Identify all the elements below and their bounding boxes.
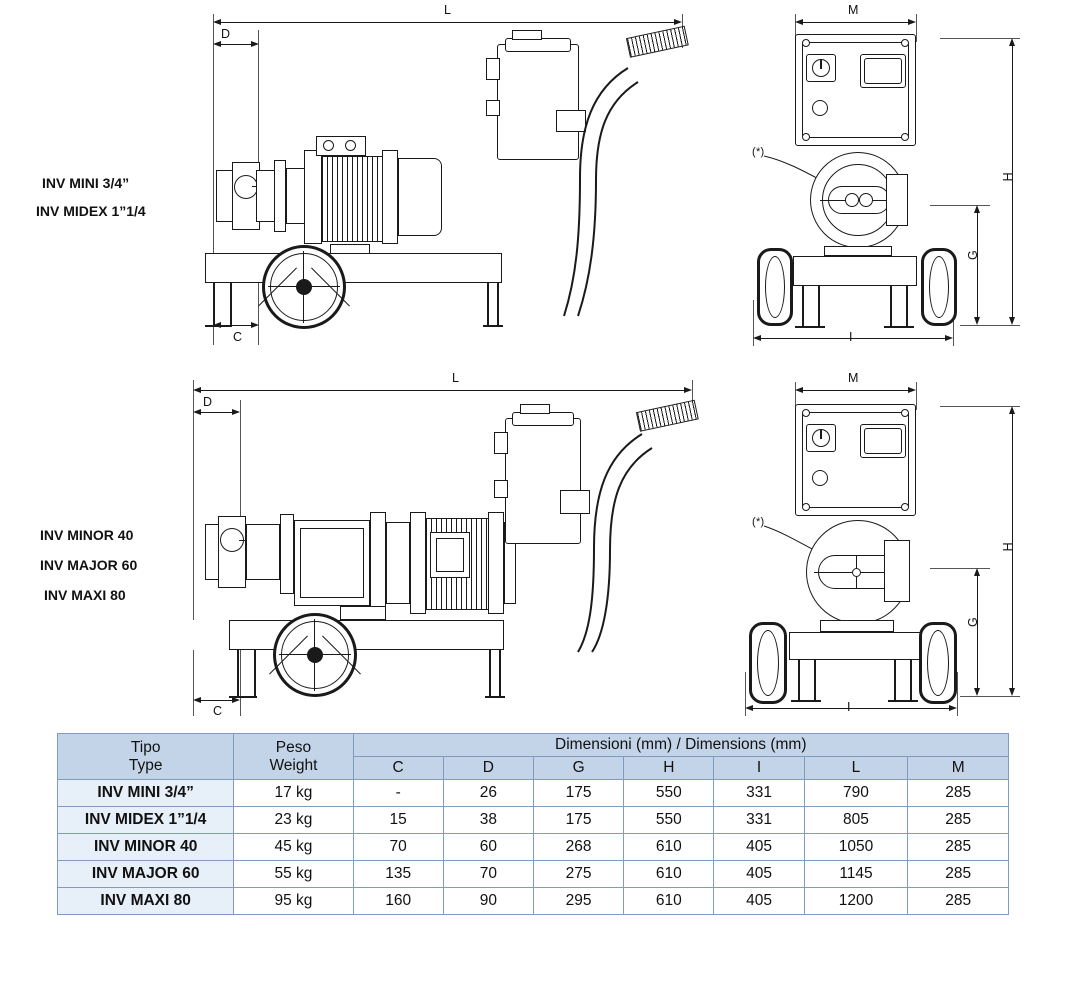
- row-c: 160: [353, 888, 443, 915]
- bottom-front-note-asterisk: (*): [752, 516, 765, 528]
- bottom-model-label-1: INV MINOR 40: [40, 527, 134, 543]
- row-type: INV MINI 3/4”: [58, 780, 234, 807]
- header-col-C: C: [353, 757, 443, 780]
- row-l: 805: [804, 807, 908, 834]
- header-col-H: H: [624, 757, 714, 780]
- header-col-G: G: [533, 757, 623, 780]
- bottom-front-dim-label-I: I: [847, 700, 851, 714]
- top-model-label-2: INV MIDEX 1”1/4: [36, 203, 146, 219]
- table-row: [58, 807, 1009, 834]
- bottom-dim-label-D: D: [203, 395, 213, 409]
- row-h: 610: [624, 888, 714, 915]
- header-col-M: M: [908, 757, 1009, 780]
- row-g: 268: [533, 834, 623, 861]
- row-weight: 17 kg: [234, 780, 353, 807]
- handle-tube-bottom: [490, 408, 720, 658]
- row-g: 175: [533, 780, 623, 807]
- header-type: [58, 734, 234, 780]
- row-m: 285: [908, 834, 1009, 861]
- header-weight: [234, 734, 353, 780]
- top-front-note-asterisk: (*): [752, 146, 765, 158]
- row-c: 70: [353, 834, 443, 861]
- row-type: INV MAJOR 60: [58, 861, 234, 888]
- handle-tube-top: [480, 38, 700, 318]
- header-col-D: D: [443, 757, 533, 780]
- row-g: 275: [533, 861, 623, 888]
- row-h: 550: [624, 807, 714, 834]
- wheel-front-right-bottom: [919, 622, 957, 704]
- bottom-model-label-2: INV MAJOR 60: [40, 557, 138, 573]
- row-i: 405: [714, 834, 804, 861]
- top-dim-label-D: D: [221, 27, 231, 41]
- row-m: 285: [908, 807, 1009, 834]
- row-weight: 23 kg: [234, 807, 353, 834]
- row-d: 60: [443, 834, 533, 861]
- row-c: 15: [353, 807, 443, 834]
- row-weight: 95 kg: [234, 888, 353, 915]
- row-m: 285: [908, 780, 1009, 807]
- row-l: 790: [804, 780, 908, 807]
- row-type: INV MAXI 80: [58, 888, 234, 915]
- row-m: 285: [908, 861, 1009, 888]
- row-i: 405: [714, 888, 804, 915]
- row-d: 26: [443, 780, 533, 807]
- header-weight-en: Weight: [269, 756, 318, 774]
- row-type: INV MIDEX 1”1/4: [58, 807, 234, 834]
- header-weight-it: Peso: [275, 739, 312, 757]
- row-i: 331: [714, 780, 804, 807]
- header-dimensions: Dimensioni (mm) / Dimensions (mm): [353, 734, 1008, 757]
- row-l: 1200: [804, 888, 908, 915]
- table-header-row: [58, 734, 1009, 757]
- specifications-table: [57, 733, 1009, 915]
- table-row: [58, 888, 1009, 915]
- row-i: 405: [714, 861, 804, 888]
- top-front-dim-label-H: H: [1001, 172, 1015, 182]
- header-col-I: I: [714, 757, 804, 780]
- row-d: 38: [443, 807, 533, 834]
- top-dim-label-L: L: [444, 3, 452, 17]
- row-i: 331: [714, 807, 804, 834]
- top-front-dim-label-I: I: [849, 330, 853, 344]
- top-dim-label-C: C: [233, 330, 243, 344]
- row-h: 550: [624, 780, 714, 807]
- row-m: 285: [908, 888, 1009, 915]
- row-weight: 55 kg: [234, 861, 353, 888]
- wheel-front-left-top: [757, 248, 793, 326]
- row-g: 175: [533, 807, 623, 834]
- row-h: 610: [624, 861, 714, 888]
- wheel-front-right-top: [921, 248, 957, 326]
- row-h: 610: [624, 834, 714, 861]
- header-type-it: Tipo: [130, 739, 161, 757]
- top-model-label-1: INV MINI 3/4”: [42, 175, 130, 191]
- row-d: 90: [443, 888, 533, 915]
- row-d: 70: [443, 861, 533, 888]
- row-c: -: [353, 780, 443, 807]
- bottom-front-dim-label-M: M: [848, 371, 859, 385]
- row-weight: 45 kg: [234, 834, 353, 861]
- bottom-dim-label-L: L: [452, 371, 460, 385]
- top-front-dim-label-M: M: [848, 3, 859, 17]
- top-front-dim-label-G: G: [966, 250, 980, 261]
- row-type: INV MINOR 40: [58, 834, 234, 861]
- bottom-dim-label-C: C: [213, 704, 223, 718]
- wheel-front-left-bottom: [749, 622, 787, 704]
- row-l: 1050: [804, 834, 908, 861]
- header-col-L: L: [804, 757, 908, 780]
- header-type-en: Type: [128, 756, 163, 774]
- row-g: 295: [533, 888, 623, 915]
- row-l: 1145: [804, 861, 908, 888]
- row-c: 135: [353, 861, 443, 888]
- bottom-model-label-3: INV MAXI 80: [44, 587, 126, 603]
- bottom-front-dim-label-H: H: [1001, 542, 1015, 552]
- table-row: [58, 780, 1009, 807]
- table-row: [58, 834, 1009, 861]
- bottom-front-dim-label-G: G: [966, 617, 980, 628]
- table-row: [58, 861, 1009, 888]
